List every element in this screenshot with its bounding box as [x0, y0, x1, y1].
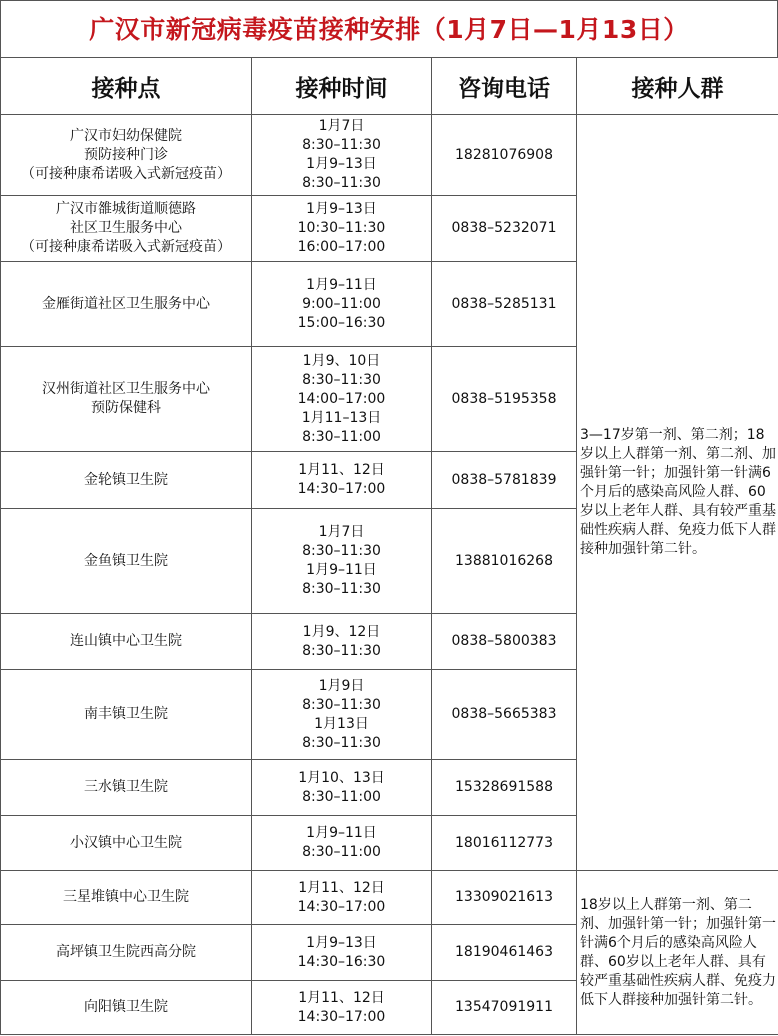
header-site: 接种点	[1, 58, 252, 115]
page-title: 广汉市新冠病毒疫苗接种安排（1月7日—1月13日）	[0, 0, 778, 57]
phone-cell: 18281076908	[432, 115, 577, 196]
phone-cell: 13309021613	[432, 871, 577, 925]
site-cell: 三星堆镇中心卫生院	[1, 871, 252, 925]
site-cell: 广汉市雒城街道顺德路 社区卫生服务中心 （可接种康希诺吸入式新冠疫苗）	[1, 196, 252, 262]
site-cell: 金轮镇卫生院	[1, 452, 252, 509]
phone-cell: 13547091911	[432, 981, 577, 1035]
time-cell: 1月9–13日 10:30–11:30 16:00–17:00	[252, 196, 432, 262]
phone-cell: 18016112773	[432, 816, 577, 871]
phone-cell: 0838–5232071	[432, 196, 577, 262]
time-cell: 1月9–13日 14:30–16:30	[252, 925, 432, 981]
header-group: 接种人群	[577, 58, 778, 115]
time-cell: 1月9日 8:30–11:30 1月13日 8:30–11:30	[252, 670, 432, 760]
phone-cell: 0838–5195358	[432, 347, 577, 452]
phone-cell: 18190461463	[432, 925, 577, 981]
table-row	[1, 115, 778, 196]
site-cell: 小汉镇中心卫生院	[1, 816, 252, 871]
site-cell: 金鱼镇卫生院	[1, 509, 252, 614]
phone-cell: 0838–5665383	[432, 670, 577, 760]
schedule-table	[0, 57, 778, 1035]
group-cell: 18岁以上人群第一剂、第二剂、加强针第一针；加强针第一针满6个月后的感染高风险人群、60岁以上老年人群、具有较严重基础性疾病人群、免疫力低下人群接种加强针第二针。	[577, 871, 778, 1035]
time-cell: 1月9–11日 8:30–11:00	[252, 816, 432, 871]
phone-cell: 0838–5781839	[432, 452, 577, 509]
header-row	[1, 58, 778, 115]
time-cell: 1月9、10日 8:30–11:30 14:00–17:00 1月11–13日 8:30–11:00	[252, 347, 432, 452]
site-cell: 高坪镇卫生院西高分院	[1, 925, 252, 981]
time-cell: 1月9、12日 8:30–11:30	[252, 614, 432, 670]
time-cell: 1月10、13日 8:30–11:00	[252, 760, 432, 816]
site-cell: 连山镇中心卫生院	[1, 614, 252, 670]
site-cell: 广汉市妇幼保健院 预防接种门诊 （可接种康希诺吸入式新冠疫苗）	[1, 115, 252, 196]
time-cell: 1月11、12日 14:30–17:00	[252, 981, 432, 1035]
time-cell: 1月7日 8:30–11:30 1月9–11日 8:30–11:30	[252, 509, 432, 614]
time-cell: 1月7日 8:30–11:30 1月9–13日 8:30–11:30	[252, 115, 432, 196]
time-cell: 1月11、12日 14:30–17:00	[252, 871, 432, 925]
site-cell: 汉州街道社区卫生服务中心 预防保健科	[1, 347, 252, 452]
phone-cell: 0838–5285131	[432, 262, 577, 347]
header-time: 接种时间	[252, 58, 432, 115]
time-cell: 1月11、12日 14:30–17:00	[252, 452, 432, 509]
site-cell: 南丰镇卫生院	[1, 670, 252, 760]
phone-cell: 13881016268	[432, 509, 577, 614]
phone-cell: 0838–5800383	[432, 614, 577, 670]
table-row	[1, 871, 778, 925]
site-cell: 金雁街道社区卫生服务中心	[1, 262, 252, 347]
time-cell: 1月9–11日 9:00–11:00 15:00–16:30	[252, 262, 432, 347]
group-cell: 3—17岁第一剂、第二剂；18岁以上人群第一剂、第二剂、加强针第一针；加强针第一针满6个月后的感染高风险人群、60岁以上老年人群、具有较严重基础性疾病人群、免疫力低下人群接种加强针第二针。	[577, 115, 778, 871]
site-cell: 三水镇卫生院	[1, 760, 252, 816]
phone-cell: 15328691588	[432, 760, 577, 816]
header-phone: 咨询电话	[432, 58, 577, 115]
site-cell: 向阳镇卫生院	[1, 981, 252, 1035]
